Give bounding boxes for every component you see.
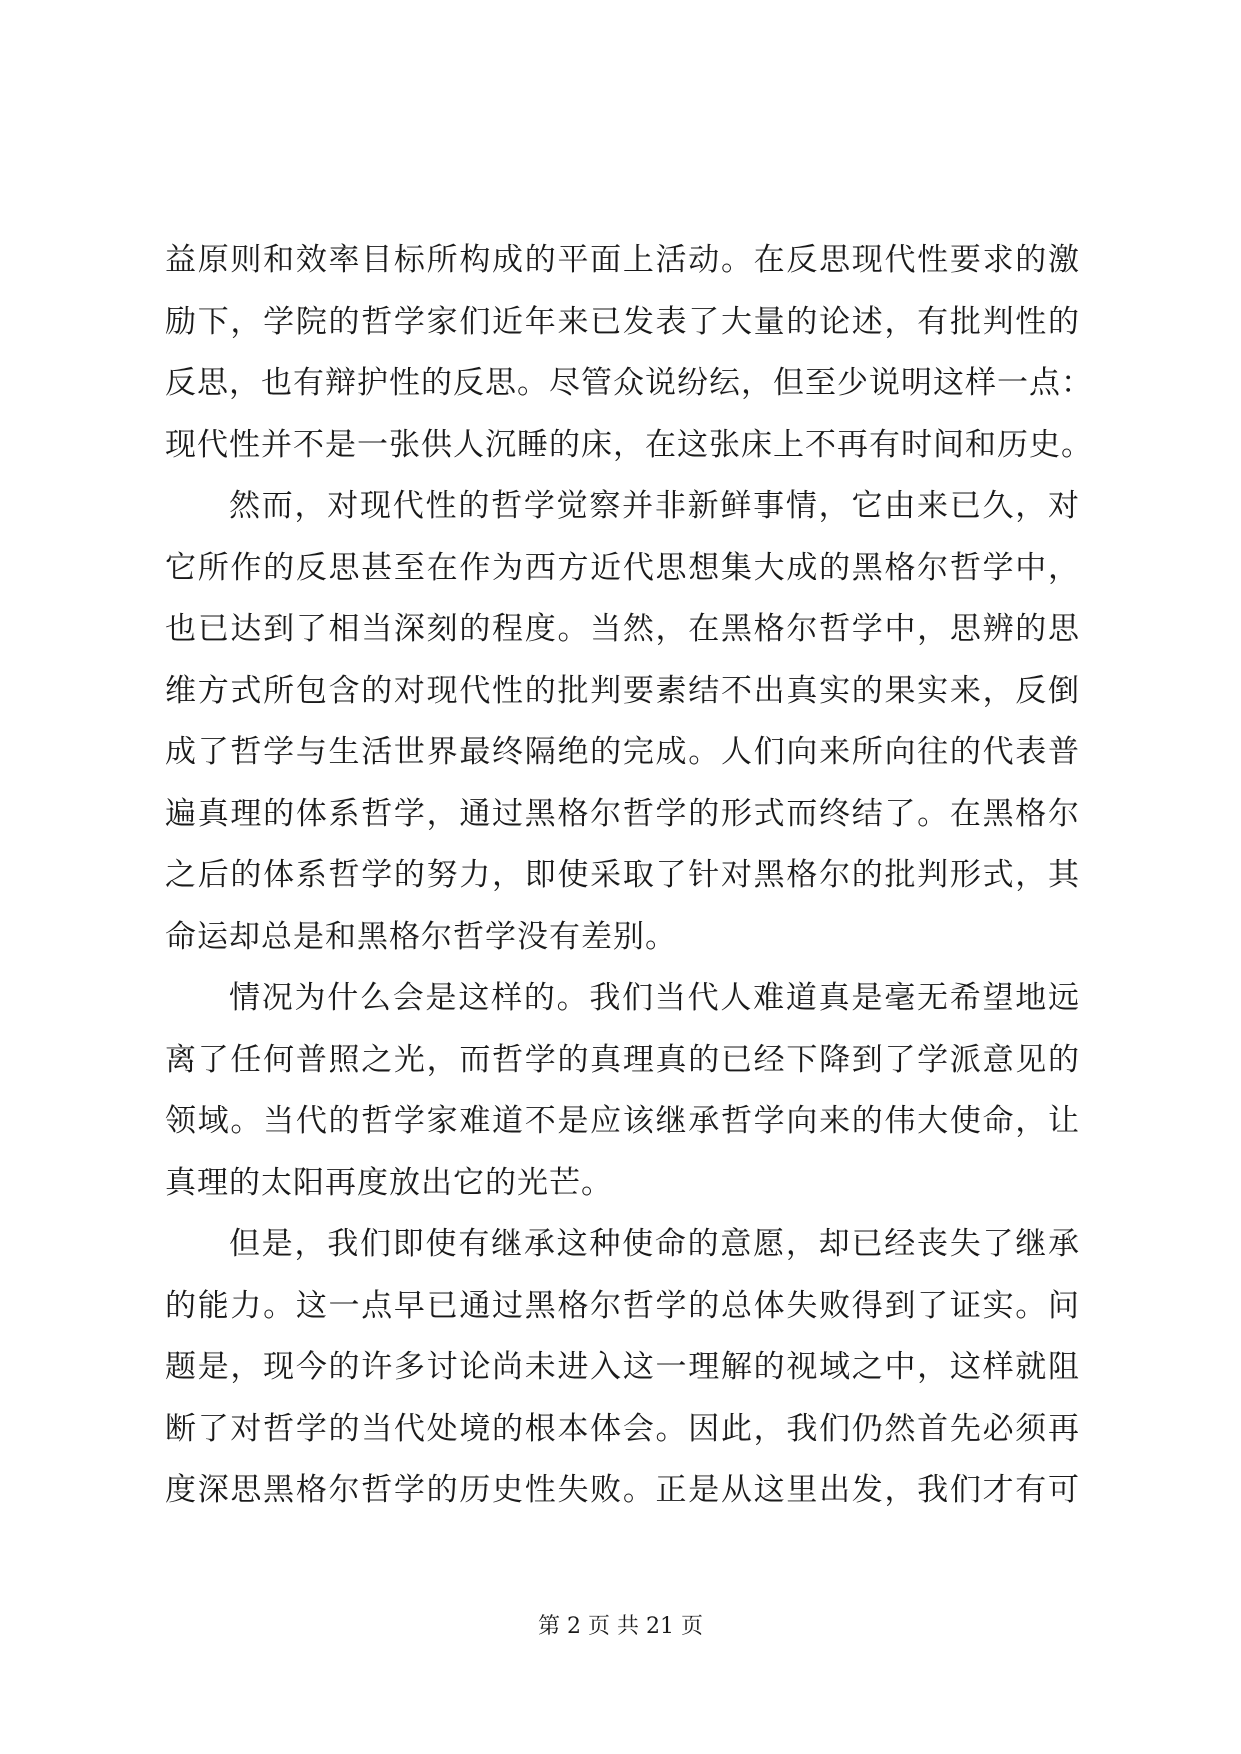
text-line: 但是，我们即使有继承这种使命的意愿，却已经丧失了继承 <box>229 1226 1080 1262</box>
paragraph <box>165 476 1080 968</box>
text-line: 命运却总是和黑格尔哲学没有差别。 <box>165 918 677 955</box>
paragraph <box>165 230 1093 476</box>
text-line: 励下，学院的哲学家们近年来已发表了大量的论述，有批判性的 <box>165 303 1080 340</box>
text-line: 情况为什么会是这样的。我们当代人难道真是毫无希望地远 <box>229 980 1080 1016</box>
text-line: 然而，对现代性的哲学觉察并非新鲜事情，它由来已久，对 <box>229 488 1080 524</box>
text-line: 题是，现今的许多讨论尚未进入这一理解的视域之中，这样就阻 <box>165 1349 1080 1385</box>
text-line: 的能力。这一点早已通过黑格尔哲学的总体失败得到了证实。问 <box>165 1287 1080 1324</box>
text-line: 现代性并不是一张供人沉睡的床，在这张床上不再有时间和历史。 <box>165 426 1093 463</box>
text-line: 遍真理的体系哲学，通过黑格尔哲学的形式而终结了。在黑格尔 <box>165 795 1080 832</box>
text-line: 度深思黑格尔哲学的历史性失败。正是从这里出发，我们才有可 <box>165 1472 1080 1508</box>
page-number-footer: 第 2 页 共 21 页 <box>538 1614 703 1639</box>
text-line: 之后的体系哲学的努力，即使采取了针对黑格尔的批判形式，其 <box>165 857 1080 893</box>
text-line: 维方式所包含的对现代性的批判要素结不出真实的果实来，反倒 <box>165 672 1080 709</box>
text-line: 成了哲学与生活世界最终隔绝的完成。人们向来所向往的代表普 <box>165 734 1080 770</box>
text-line: 它所作的反思甚至在作为西方近代思想集大成的黑格尔哲学中， <box>165 549 1080 586</box>
text-line: 领域。当代的哲学家难道不是应该继承哲学向来的伟大使命，让 <box>165 1103 1080 1139</box>
paragraph <box>165 1214 1080 1522</box>
text-line: 反思，也有辩护性的反思。尽管众说纷纭，但至少说明这样一点： <box>165 365 1093 401</box>
text-line: 真理的太阳再度放出它的光芒。 <box>165 1164 613 1201</box>
text-line: 益原则和效率目标所构成的平面上活动。在反思现代性要求的激 <box>165 242 1080 278</box>
body-text <box>165 230 1093 1522</box>
text-line: 断了对哲学的当代处境的根本体会。因此，我们仍然首先必须再 <box>165 1410 1080 1447</box>
paragraph <box>165 968 1080 1214</box>
text-line: 也已达到了相当深刻的程度。当然，在黑格尔哲学中，思辨的思 <box>165 611 1080 647</box>
text-line: 离了任何普照之光，而哲学的真理真的已经下降到了学派意见的 <box>165 1041 1080 1078</box>
